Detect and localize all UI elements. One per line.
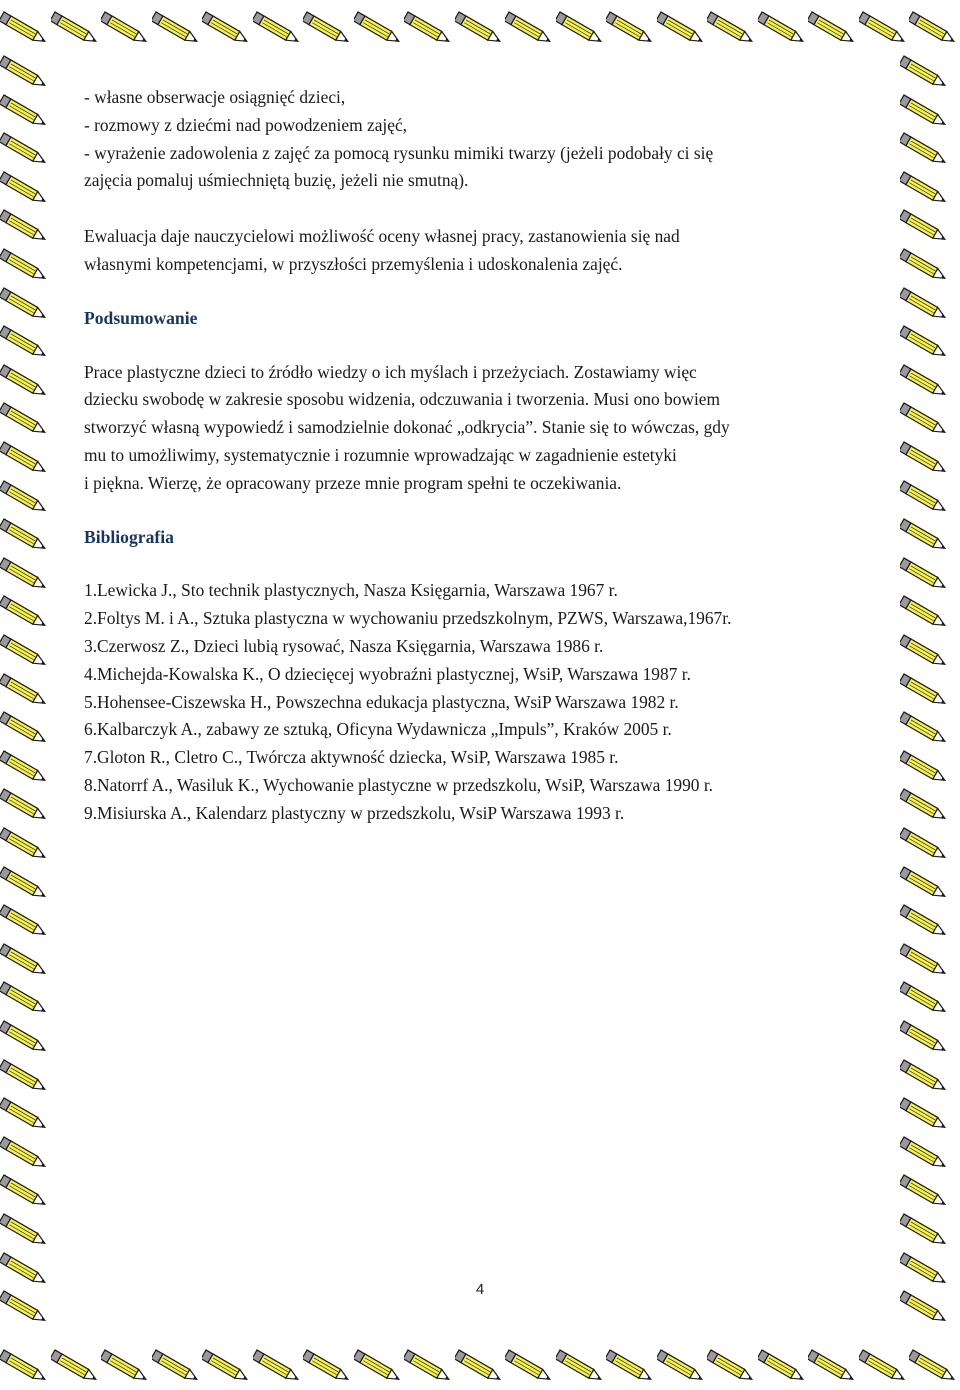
bibliography-item: 4.Michejda-Kowalska K., O dziecięcej wyobraźni plastycznej, WsiP, Warszawa 1987 r. [84, 663, 691, 684]
pencil-icon [900, 359, 960, 397]
pencil-icon [0, 89, 60, 127]
page-number: 4 [475, 1281, 485, 1298]
pencil-icon [0, 1054, 60, 1092]
paragraph-line: Prace plastyczne dzieci to źródło wiedzy o ich myślach i przeżyciach. Zostawiamy więc [84, 361, 697, 382]
pencil-icon [0, 1169, 60, 1207]
pencil-icon [0, 243, 60, 281]
bibliography-item: 1.Lewicka J., Sto technik plastycznych, Nasza Księgarnia, Warszawa 1967 r. [84, 580, 618, 601]
pencil-icon [0, 668, 60, 706]
pencil-icon [900, 1169, 960, 1207]
pencil-icon [0, 513, 60, 551]
pencil-icon [900, 166, 960, 204]
bibliography-item: 5.Hohensee-Ciszewska H., Powszechna edukacja plastyczna, WsiP Warszawa 1982 r. [84, 691, 679, 712]
bibliography-list [84, 577, 884, 827]
pencil-icon [900, 127, 960, 165]
paragraph-line: mu to umożliwimy, systematycznie i rozumnie wprowadzając w zagadnienie estetyki [84, 444, 677, 465]
pencil-icon [0, 127, 60, 165]
paragraph-line: Ewaluacja daje nauczycielowi możliwość oceny własnej pracy, zastanowienia się nad [84, 226, 680, 247]
pencil-icon [900, 243, 960, 281]
pencil-icon [0, 629, 60, 667]
spacer [84, 195, 884, 223]
pencil-icon [900, 1131, 960, 1169]
pencil-icon [900, 1092, 960, 1130]
intro-list-item: zajęcia pomaluj uśmiechniętą buzię, jeżeli nie smutną). [84, 170, 469, 191]
pencil-icon [0, 436, 60, 474]
paragraph-line: stworzyć własną wypowiedź i samodzielnie dokonać „odkrycia”. Stanie się to wówczas, gdy [84, 417, 730, 438]
pencil-border-right [898, 50, 960, 1350]
pencil-icon [0, 204, 60, 242]
pencil-icon [900, 706, 960, 744]
pencil-icon [900, 822, 960, 860]
paragraph-line: dziecku swobodę w zakresie sposobu widzenia, odczuwania i tworzenia. Musi ono bowiem [84, 389, 721, 410]
pencil-icon [0, 783, 60, 821]
pencil-icon [900, 590, 960, 628]
pencil-icon [0, 976, 60, 1014]
pencil-icon [0, 938, 60, 976]
intro-list [84, 84, 884, 195]
spacer [84, 279, 884, 305]
pencil-icon [900, 89, 960, 127]
bibliography-item: 2.Foltys M. i A., Sztuka plastyczna w wychowaniu przedszkolnym, PZWS, Warszawa,1967r. [84, 608, 732, 629]
pencil-icon [0, 1208, 60, 1246]
spacer [84, 333, 884, 359]
paragraph-line: i piękna. Wierzę, że opracowany przeze mnie program spełni te oczekiwania. [84, 472, 622, 493]
pencil-icon [0, 1092, 60, 1130]
pencil-icon [900, 436, 960, 474]
page-content [84, 84, 884, 828]
pencil-icon [900, 513, 960, 551]
pencil-icon [0, 590, 60, 628]
pencil-icon [900, 938, 960, 976]
pencil-icon [0, 861, 60, 899]
pencil-icon [900, 976, 960, 1014]
pencil-icon [0, 320, 60, 358]
pencil-icon [900, 1054, 960, 1092]
pencil-icon [0, 706, 60, 744]
summary-heading: Podsumowanie [84, 307, 198, 328]
pencil-icon [900, 783, 960, 821]
pencil-icon [0, 822, 60, 860]
bibliography-heading: Bibliografia [84, 526, 174, 547]
intro-list-item: - wyrażenie zadowolenia z zajęć za pomocą rysunku mimiki twarzy (jeżeli podobały ci się [84, 142, 714, 163]
pencil-icon [900, 552, 960, 590]
pencil-icon [900, 1247, 960, 1285]
bibliography-item: 6.Kalbarczyk A., zabawy ze sztuką, Oficyna Wydawnicza „Impuls”, Kraków 2005 r. [84, 719, 672, 740]
paragraph-line: własnymi kompetencjami, w przyszłości przemyślenia i udoskonalenia zajęć. [84, 253, 623, 274]
spacer [84, 498, 884, 524]
pencil-icon [0, 1131, 60, 1169]
intro-list-item: - własne obserwacje osiągnięć dzieci, [84, 87, 346, 107]
pencil-icon [900, 1015, 960, 1053]
pencil-icon [900, 204, 960, 242]
pencil-icon [0, 552, 60, 590]
pencil-icon [0, 166, 60, 204]
pencil-icon [0, 397, 60, 435]
spacer [84, 551, 884, 577]
pencil-icon [0, 359, 60, 397]
pencil-icon [900, 1208, 960, 1246]
intro-list-item: - rozmowy z dziećmi nad powodzeniem zajęć, [84, 114, 408, 135]
pencil-icon [900, 668, 960, 706]
pencil-icon [900, 50, 960, 88]
pencil-icon [0, 475, 60, 513]
pencil-border-top [0, 0, 960, 62]
pencil-icon [0, 1015, 60, 1053]
pencil-border-bottom [0, 1336, 960, 1390]
pencil-icon [0, 745, 60, 783]
bibliography-item: 9.Misiurska A., Kalendarz plastyczny w przedszkolu, WsiP Warszawa 1993 r. [84, 802, 625, 823]
pencil-icon [0, 50, 60, 88]
bibliography-item: 3.Czerwosz Z., Dzieci lubią rysować, Nasza Księgarnia, Warszawa 1986 r. [84, 635, 604, 656]
bibliography-item: 7.Gloton R., Cletro C., Twórcza aktywność dziecka, WsiP, Warszawa 1985 r. [84, 747, 619, 768]
pencil-icon [0, 282, 60, 320]
bibliography-item: 8.Natorrf A., Wasiluk K., Wychowanie plastyczne w przedszkolu, WsiP, Warszawa 1990 r. [84, 774, 713, 795]
pencil-border-left [0, 50, 62, 1350]
summary-paragraph [84, 359, 884, 498]
pencil-icon [909, 6, 960, 44]
pencil-icon [0, 1247, 60, 1285]
pencil-icon [900, 320, 960, 358]
evaluation-paragraph [84, 223, 884, 279]
pencil-icon [900, 282, 960, 320]
pencil-icon [900, 475, 960, 513]
pencil-icon [900, 861, 960, 899]
pencil-icon [900, 397, 960, 435]
pencil-icon [900, 899, 960, 937]
pencil-icon [0, 899, 60, 937]
pencil-icon [900, 745, 960, 783]
pencil-icon [900, 629, 960, 667]
